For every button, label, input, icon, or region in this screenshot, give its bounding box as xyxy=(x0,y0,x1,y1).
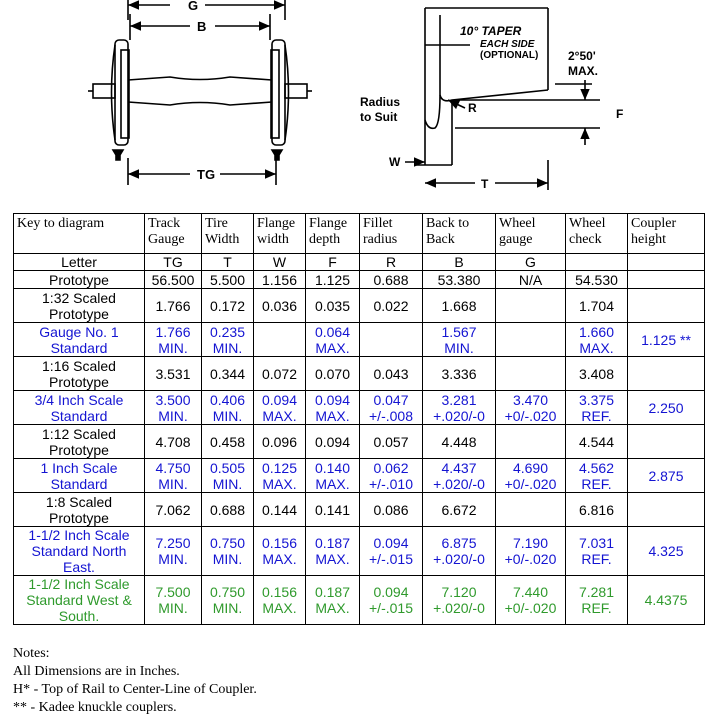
table-row-cell: 1.668 xyxy=(423,289,496,323)
note-line: ** - Kadee knuckle couplers. xyxy=(13,700,177,715)
table-row-cell: 1:32 Scaled Prototype xyxy=(14,289,145,323)
table-row-cell: 0.344 xyxy=(202,357,254,391)
table-row-cell: 0.035 xyxy=(306,289,360,323)
table-row-cell xyxy=(628,289,705,323)
table-row xyxy=(14,323,705,357)
table-row xyxy=(14,493,705,527)
table-row-cell: 7.120 +.020/-0 xyxy=(423,576,496,625)
table-row-cell: 4.4375 xyxy=(628,576,705,625)
letter-row-cell: Letter xyxy=(14,254,145,271)
table-row xyxy=(14,425,705,459)
letter-row-cell: G xyxy=(496,254,566,271)
table-row-cell: 7.031 REF. xyxy=(566,527,628,576)
table-row-cell: 6.672 xyxy=(423,493,496,527)
label-radius-1: Radius xyxy=(360,95,401,109)
table-row-cell: 4.750 MIN. xyxy=(145,459,202,493)
table-row-cell: 1:12 Scaled Prototype xyxy=(14,425,145,459)
table-row-cell: 0.062 +/-.010 xyxy=(360,459,423,493)
table-row-cell: 7.500 MIN. xyxy=(145,576,202,625)
label-tg: TG xyxy=(197,167,216,182)
header-row-cell: Key to diagram xyxy=(14,214,145,254)
table-row-cell: 0.156 MAX. xyxy=(254,576,306,625)
table-row-cell: 7.062 xyxy=(145,493,202,527)
table-row-cell: 2.250 xyxy=(628,391,705,425)
table-row-cell: 0.094 MAX. xyxy=(254,391,306,425)
table-row-cell: 0.688 xyxy=(202,493,254,527)
table-row-cell: 0.750 MIN. xyxy=(202,576,254,625)
table-row-cell: 1:8 Scaled Prototype xyxy=(14,493,145,527)
table-row-cell xyxy=(254,323,306,357)
table-row xyxy=(14,459,705,493)
table-row-cell xyxy=(496,323,566,357)
table-row-cell: 54.530 xyxy=(566,271,628,289)
label-angle-value: 2°50' xyxy=(568,49,596,63)
table-row-cell: 0.094 +/-.015 xyxy=(360,576,423,625)
table-row-cell: 0.750 MIN. xyxy=(202,527,254,576)
table-row-cell: 1.766 xyxy=(145,289,202,323)
table-row-cell: 0.505 MIN. xyxy=(202,459,254,493)
header-row-cell: Flange width xyxy=(254,214,306,254)
table-row xyxy=(14,391,705,425)
table-row-cell: 3.531 xyxy=(145,357,202,391)
table-row-cell: 3.470 +0/-.020 xyxy=(496,391,566,425)
wheel-diagram xyxy=(0,0,718,205)
table-row-cell: 0.688 xyxy=(360,271,423,289)
label-f: F xyxy=(616,107,624,121)
letter-row-cell: W xyxy=(254,254,306,271)
table-row-cell xyxy=(496,493,566,527)
table-row-cell: 1.125 ** xyxy=(628,323,705,357)
table-row-cell: 4.708 xyxy=(145,425,202,459)
table-row-cell: 1 Inch Scale Standard xyxy=(14,459,145,493)
table-row-cell: 2.875 xyxy=(628,459,705,493)
notes-heading: Notes: xyxy=(13,646,50,661)
table-row-cell: 3.375 REF. xyxy=(566,391,628,425)
table-row-cell: 0.172 xyxy=(202,289,254,323)
table-row-cell: 4.544 xyxy=(566,425,628,459)
table-row-cell: 3/4 Inch Scale Standard xyxy=(14,391,145,425)
table-row-cell: 0.141 xyxy=(306,493,360,527)
table-row-cell: Gauge No. 1 Standard xyxy=(14,323,145,357)
table-row-cell: 3.281 +.020/-0 xyxy=(423,391,496,425)
label-w: W xyxy=(389,155,401,169)
table-row-cell: 0.047 +/-.008 xyxy=(360,391,423,425)
letter-row-cell xyxy=(628,254,705,271)
table-row-cell: 3.336 xyxy=(423,357,496,391)
table-row-cell: 6.875 +.020/-0 xyxy=(423,527,496,576)
letter-row-cell: B xyxy=(423,254,496,271)
table-row-cell: 1.704 xyxy=(566,289,628,323)
table-row-cell: 0.022 xyxy=(360,289,423,323)
note-line: All Dimensions are in Inches. xyxy=(13,664,180,679)
note-line: H* - Top of Rail to Center-Line of Coupler. xyxy=(13,682,257,697)
table-row-cell: 0.235 MIN. xyxy=(202,323,254,357)
table-row-cell: 7.190 +0/-.020 xyxy=(496,527,566,576)
table-row-cell: 3.500 MIN. xyxy=(145,391,202,425)
table-row-cell: 0.072 xyxy=(254,357,306,391)
label-taper-2: EACH SIDE xyxy=(480,39,535,50)
table-row-cell: 1.766 MIN. xyxy=(145,323,202,357)
letter-row-cell: F xyxy=(306,254,360,271)
label-radius-2: to Suit xyxy=(360,110,398,124)
table-row-cell: 1.660 MAX. xyxy=(566,323,628,357)
table-row-cell: 1:16 Scaled Prototype xyxy=(14,357,145,391)
header-row-cell: Coupler height xyxy=(628,214,705,254)
table-row-cell xyxy=(496,425,566,459)
table-row-cell: 7.281 REF. xyxy=(566,576,628,625)
table-row-cell: 7.250 MIN. xyxy=(145,527,202,576)
table-row-cell: 0.036 xyxy=(254,289,306,323)
table-row-cell: 1.567 MIN. xyxy=(423,323,496,357)
notes xyxy=(13,645,257,717)
table-row-cell: 0.096 xyxy=(254,425,306,459)
table-row-cell: 0.156 MAX. xyxy=(254,527,306,576)
table-row-cell: 1-1/2 Inch Scale Standard West & South. xyxy=(14,576,145,625)
table-row-cell: 1.125 xyxy=(306,271,360,289)
table-row-cell: 4.690 +0/-.020 xyxy=(496,459,566,493)
table-row-cell xyxy=(628,425,705,459)
table-row-cell: 4.325 xyxy=(628,527,705,576)
header-row-cell: Wheel gauge xyxy=(496,214,566,254)
table-row-cell: 0.140 MAX. xyxy=(306,459,360,493)
letter-row-cell: T xyxy=(202,254,254,271)
table-row-cell xyxy=(496,289,566,323)
label-angle-max: MAX. xyxy=(568,64,598,78)
table-row-cell: 0.070 xyxy=(306,357,360,391)
wheel-standards-table xyxy=(13,213,705,625)
table-row-cell: 53.380 xyxy=(423,271,496,289)
table-row-cell: 1-1/2 Inch Scale Standard North East. xyxy=(14,527,145,576)
table-row-cell: 4.562 REF. xyxy=(566,459,628,493)
table-row-cell: 56.500 xyxy=(145,271,202,289)
header-row xyxy=(14,214,705,254)
table-row-cell xyxy=(628,493,705,527)
label-b: B xyxy=(197,19,207,34)
header-row-cell: Tire Width xyxy=(202,214,254,254)
table-row-cell: N/A xyxy=(496,271,566,289)
table-row-cell: 0.458 xyxy=(202,425,254,459)
table-row-cell: 0.057 xyxy=(360,425,423,459)
table-row-cell: 0.125 MAX. xyxy=(254,459,306,493)
header-row-cell: Track Gauge xyxy=(145,214,202,254)
table-row-cell: 0.144 xyxy=(254,493,306,527)
label-taper-1: 10° TAPER xyxy=(460,24,522,38)
letter-row-cell xyxy=(566,254,628,271)
table-row-cell xyxy=(496,357,566,391)
table-row-cell: 0.064 MAX. xyxy=(306,323,360,357)
label-taper-3: (OPTIONAL) xyxy=(480,50,539,61)
table-row-cell: Prototype xyxy=(14,271,145,289)
table-row-cell: 4.437 +.020/-0 xyxy=(423,459,496,493)
letter-row xyxy=(14,254,705,271)
table-row-cell: 0.094 +/-.015 xyxy=(360,527,423,576)
table-row-cell: 0.406 MIN. xyxy=(202,391,254,425)
letter-row-cell: TG xyxy=(145,254,202,271)
header-row-cell: Back to Back xyxy=(423,214,496,254)
table-row-cell xyxy=(360,323,423,357)
header-row-cell: Flange depth xyxy=(306,214,360,254)
table-row xyxy=(14,289,705,323)
table-row-cell: 0.187 MAX. xyxy=(306,527,360,576)
table-row-cell: 0.094 xyxy=(306,425,360,459)
table-row-cell: 0.187 MAX. xyxy=(306,576,360,625)
table-row-cell: 0.043 xyxy=(360,357,423,391)
label-g: G xyxy=(188,0,199,13)
table-row-cell: 0.086 xyxy=(360,493,423,527)
header-row-cell: Wheel check xyxy=(566,214,628,254)
table-row-cell xyxy=(628,271,705,289)
header-row-cell: Fillet radius xyxy=(360,214,423,254)
table-row-cell: 1.156 xyxy=(254,271,306,289)
table-row-cell: 6.816 xyxy=(566,493,628,527)
table-row xyxy=(14,271,705,289)
table-row-cell xyxy=(628,357,705,391)
table-row xyxy=(14,576,705,625)
table-row-cell: 5.500 xyxy=(202,271,254,289)
letter-row-cell: R xyxy=(360,254,423,271)
table-row-cell: 3.408 xyxy=(566,357,628,391)
table-row-cell: 7.440 +0/-.020 xyxy=(496,576,566,625)
label-t: T xyxy=(481,177,489,191)
table-row xyxy=(14,357,705,391)
table-row xyxy=(14,527,705,576)
table-row-cell: 0.094 MAX. xyxy=(306,391,360,425)
table-row-cell: 4.448 xyxy=(423,425,496,459)
label-r: R xyxy=(468,101,477,115)
